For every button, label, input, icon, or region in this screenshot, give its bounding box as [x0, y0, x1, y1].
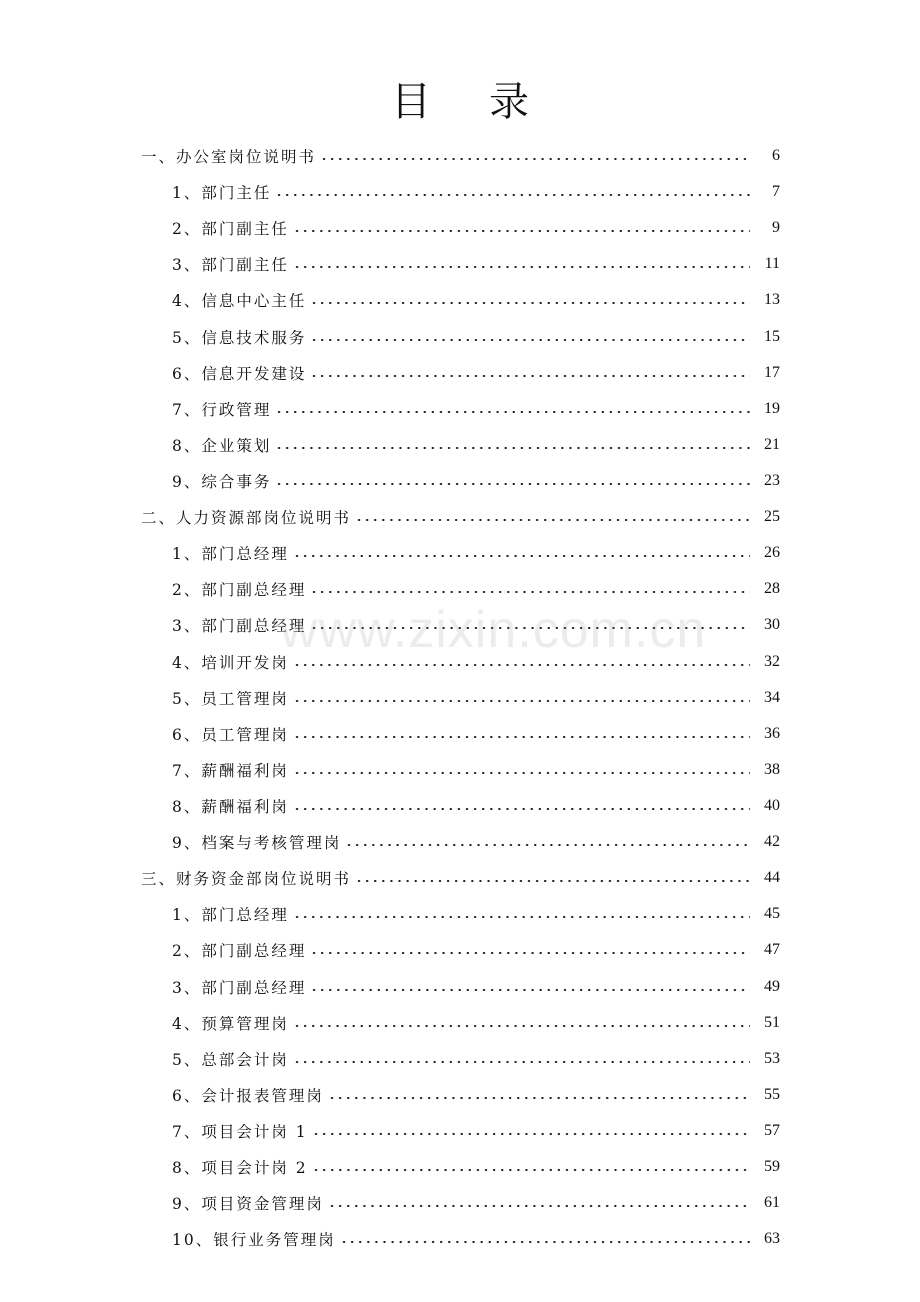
- toc-entry[interactable]: [0, 391, 920, 427]
- toc-entry-label: 5、信息技术服务: [172, 328, 307, 347]
- toc-page-number: 23: [764, 472, 780, 490]
- toc-dot-leader: [293, 266, 750, 268]
- toc-entry-label: 7、项目会计岗 1: [172, 1123, 308, 1141]
- toc-dot-leader: [312, 1169, 750, 1171]
- toc-entry-label: 1、部门总经理: [172, 545, 289, 564]
- toc-dot-leader: [293, 1025, 750, 1027]
- toc-dot-leader: [293, 1061, 750, 1063]
- toc-entry[interactable]: [0, 282, 920, 318]
- toc-page-number: 25: [764, 508, 780, 526]
- toc-page-number: 36: [764, 724, 780, 742]
- toc-dot-leader: [293, 772, 750, 774]
- toc-page-number: 53: [764, 1049, 780, 1067]
- toc-entry[interactable]: [0, 463, 920, 499]
- toc-page-number: 57: [764, 1122, 780, 1139]
- toc-dot-leader: [340, 1241, 750, 1243]
- toc-entry[interactable]: [0, 896, 920, 932]
- page-title: 目录: [391, 79, 587, 125]
- toc-entry-label: 2、部门副总经理: [172, 581, 307, 600]
- toc-dot-leader: [275, 447, 750, 449]
- toc-page-number: 15: [764, 327, 780, 345]
- toc-entry-label: 3、部门副总经理: [172, 617, 307, 636]
- toc-entry[interactable]: [0, 1221, 920, 1257]
- toc-page-number: 11: [764, 255, 780, 273]
- toc-dot-leader: [310, 952, 750, 954]
- toc-entry[interactable]: [0, 246, 920, 282]
- toc-page-number: 7: [772, 183, 780, 201]
- toc-page-number: 9: [772, 219, 780, 237]
- toc-entry-label: 4、培训开发岗: [172, 653, 289, 672]
- toc-entry-label: 7、薪酬福利岗: [172, 761, 289, 780]
- toc-dot-leader: [355, 519, 750, 521]
- toc-dot-leader: [320, 158, 750, 160]
- toc-entry[interactable]: [0, 824, 920, 860]
- toc-entry[interactable]: [0, 969, 920, 1005]
- toc-entry-label: 6、员工管理岗: [172, 725, 289, 744]
- toc-entry-label: 9、档案与考核管理岗: [172, 834, 342, 853]
- toc-dot-leader: [310, 375, 750, 377]
- toc-entry-label: 8、企业策划: [172, 436, 272, 455]
- toc-entry[interactable]: [0, 932, 920, 968]
- toc-dot-leader: [328, 1205, 750, 1207]
- toc-page-number: 44: [764, 869, 780, 887]
- toc-page-number: 21: [764, 435, 780, 453]
- toc-entry-label: 9、项目资金管理岗: [172, 1195, 324, 1214]
- toc-dot-leader: [293, 808, 750, 810]
- toc-dot-leader: [275, 411, 750, 413]
- toc-entry-label: 2、部门副主任: [172, 220, 289, 239]
- toc-page-number: 30: [764, 616, 780, 634]
- toc-entry[interactable]: [0, 571, 920, 607]
- toc-page-number: 19: [764, 399, 780, 417]
- toc-entry-label: 10、银行业务管理岗: [172, 1231, 336, 1250]
- toc-page-number: 6: [772, 147, 780, 165]
- toc-entry[interactable]: [0, 1077, 920, 1113]
- toc-entry[interactable]: [0, 355, 920, 391]
- toc-entry-label: 8、项目会计岗 2: [172, 1159, 308, 1178]
- toc-dot-leader: [345, 844, 750, 846]
- toc-entry[interactable]: [0, 427, 920, 463]
- toc-page-number: 45: [764, 905, 780, 923]
- toc-entry-label: 5、员工管理岗: [172, 689, 289, 708]
- toc-page-number: 49: [764, 977, 780, 995]
- toc-page-number: 40: [764, 797, 780, 815]
- toc-entry-label: 4、预算管理岗: [172, 1014, 289, 1033]
- toc-page-number: 47: [764, 941, 780, 959]
- toc-entry[interactable]: [0, 1149, 920, 1185]
- toc-dot-leader: [310, 989, 750, 991]
- table-of-contents: [0, 138, 920, 1257]
- toc-entry-label: 6、信息开发建设: [172, 364, 307, 383]
- toc-section[interactable]: [0, 138, 920, 174]
- toc-entry[interactable]: [0, 788, 920, 824]
- toc-dot-leader: [275, 483, 750, 485]
- toc-page-number: 63: [764, 1230, 780, 1248]
- toc-dot-leader: [310, 591, 750, 593]
- toc-dot-leader: [293, 230, 750, 232]
- toc-dot-leader: [293, 916, 750, 918]
- toc-entry-label: 6、会计报表管理岗: [172, 1086, 324, 1105]
- toc-entry-label: 9、综合事务: [172, 473, 272, 492]
- toc-page-number: 13: [764, 291, 780, 309]
- toc-dot-leader: [310, 302, 750, 304]
- toc-entry[interactable]: [0, 716, 920, 752]
- toc-page-number: 38: [764, 760, 780, 778]
- toc-entry-label: 三、财务资金部岗位说明书: [141, 870, 352, 889]
- toc-page-number: 26: [764, 544, 780, 562]
- toc-page-number: 32: [764, 652, 780, 670]
- toc-dot-leader: [310, 627, 750, 629]
- toc-dot-leader: [293, 664, 750, 666]
- toc-page-number: 17: [764, 363, 780, 381]
- toc-entry-label: 8、薪酬福利岗: [172, 798, 289, 817]
- toc-entry-label: 1、部门主任: [172, 184, 272, 203]
- toc-entry[interactable]: [0, 1041, 920, 1077]
- toc-page-number: 42: [764, 833, 780, 851]
- toc-dot-leader: [275, 194, 750, 196]
- toc-dot-leader: [310, 339, 750, 341]
- toc-entry[interactable]: [0, 210, 920, 246]
- toc-entry-label: 3、部门副主任: [172, 256, 289, 275]
- toc-entry[interactable]: [0, 752, 920, 788]
- toc-entry[interactable]: [0, 1185, 920, 1221]
- toc-entry[interactable]: [0, 1113, 920, 1149]
- toc-entry-label: 4、信息中心主任: [172, 292, 307, 311]
- toc-dot-leader: [293, 555, 750, 557]
- toc-section[interactable]: [0, 499, 920, 535]
- toc-entry-label: 2、部门副总经理: [172, 942, 307, 961]
- toc-dot-leader: [328, 1097, 750, 1099]
- toc-entry-label: 1、部门总经理: [172, 906, 289, 925]
- toc-page-number: 59: [764, 1158, 780, 1176]
- toc-entry-label: 一、办公室岗位说明书: [141, 148, 317, 167]
- toc-entry[interactable]: [0, 607, 920, 643]
- toc-page-number: 28: [764, 580, 780, 598]
- watermark: www.zixin.com.cn: [280, 601, 707, 659]
- toc-dot-leader: [355, 880, 750, 882]
- toc-entry[interactable]: [0, 680, 920, 716]
- toc-entry-label: 7、行政管理: [172, 400, 272, 419]
- toc-dot-leader: [293, 736, 750, 738]
- toc-dot-leader: [293, 700, 750, 702]
- toc-dot-leader: [312, 1133, 750, 1135]
- toc-section[interactable]: [0, 860, 920, 896]
- toc-entry[interactable]: [0, 174, 920, 210]
- toc-page-number: 61: [764, 1194, 780, 1212]
- toc-page-number: 34: [764, 688, 780, 706]
- toc-entry-label: 3、部门副总经理: [172, 978, 307, 997]
- toc-entry-label: 二、人力资源部岗位说明书: [141, 509, 352, 528]
- toc-entry[interactable]: [0, 319, 920, 355]
- toc-page-number: 51: [764, 1013, 780, 1031]
- toc-entry[interactable]: [0, 535, 920, 571]
- toc-entry-label: 5、总部会计岗: [172, 1050, 289, 1069]
- toc-entry[interactable]: [0, 1005, 920, 1041]
- toc-entry[interactable]: [0, 644, 920, 680]
- toc-page-number: 55: [764, 1085, 780, 1103]
